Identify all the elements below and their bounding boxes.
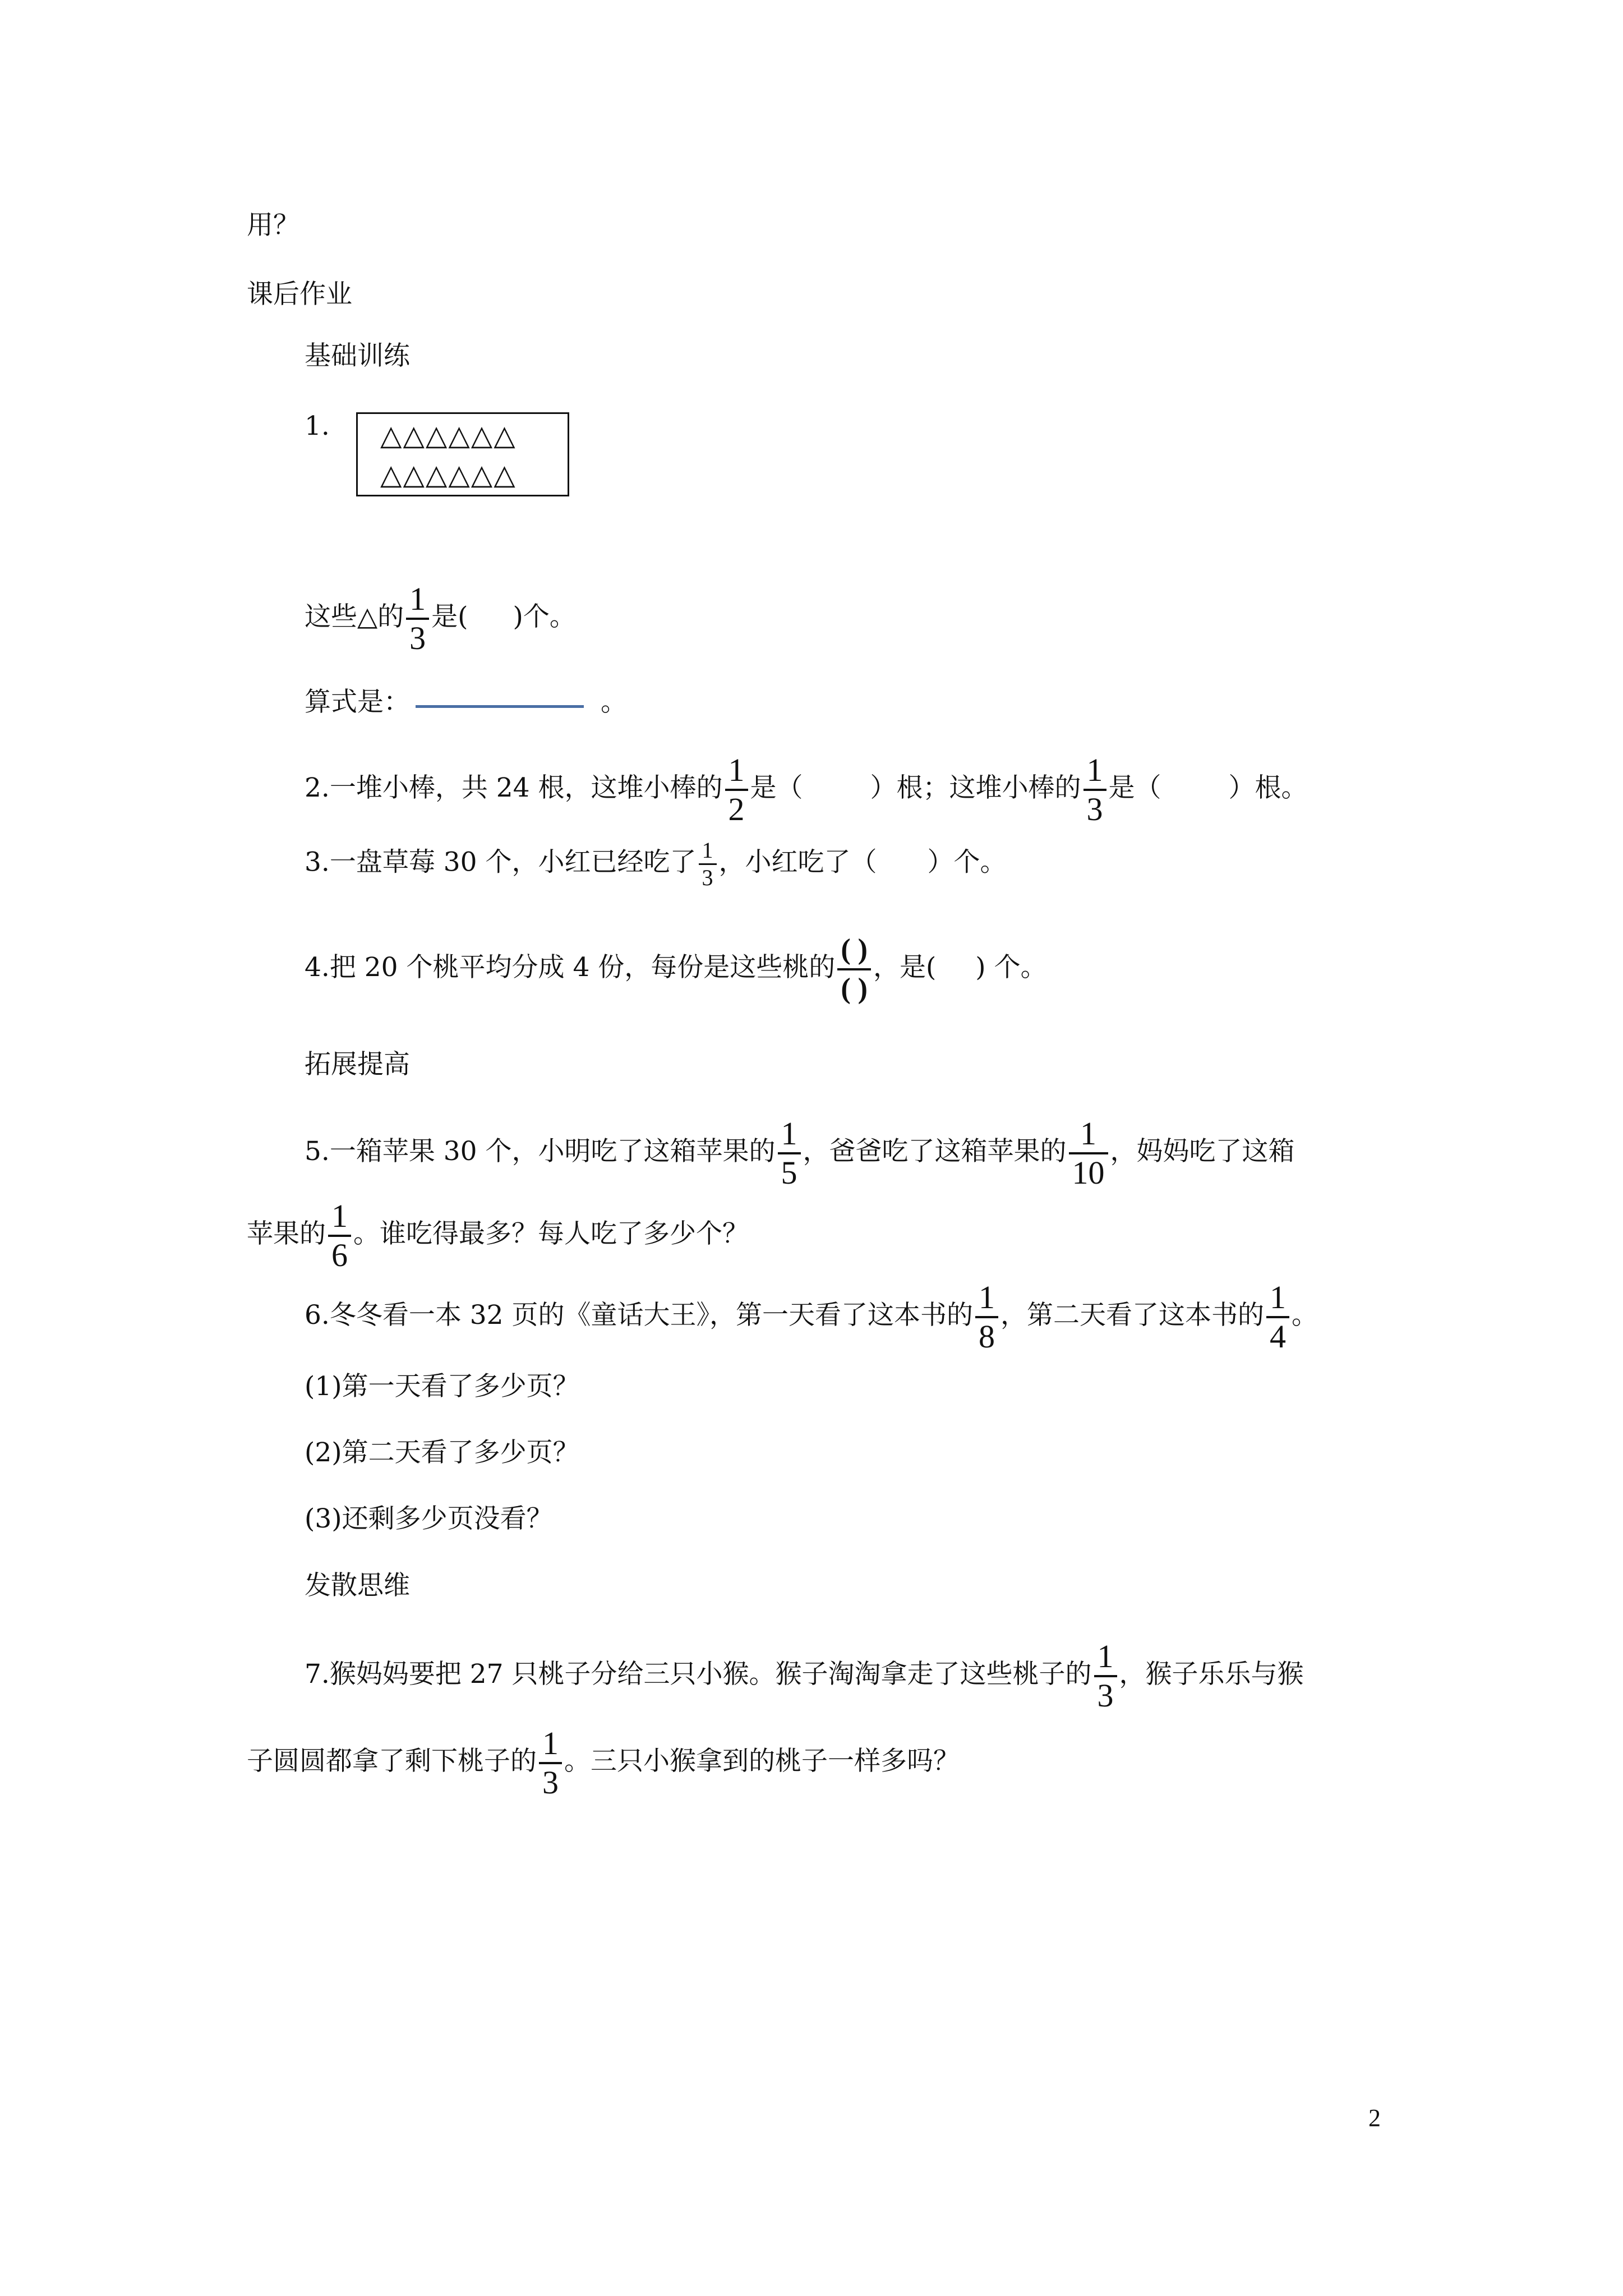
fraction-denominator: 3 <box>702 865 713 890</box>
formula-answer-line[interactable] <box>416 705 584 708</box>
q7-line2 <box>247 1725 960 1801</box>
q2-text-a: 2.一堆小棒，共 24 根，这堆小棒的 <box>305 772 723 803</box>
q4-text-b: ，是( <box>873 952 937 983</box>
q5-line1 <box>305 1115 1295 1191</box>
q2-text-c: ）根；这堆小棒的 <box>870 772 1081 803</box>
q5-text-a: 5.一箱苹果 30 个，小明吃了这箱苹果的 <box>305 1136 776 1167</box>
q1-text-b: 是( <box>431 601 468 632</box>
fraction-denominator: 3 <box>1086 791 1103 827</box>
q6-text-a: 6.冬冬看一本 32 页的《童话大王》，第一天看了这本书的 <box>305 1300 974 1331</box>
q3-text-a: 3.一盘草莓 30 个，小红已经吃了 <box>305 846 697 878</box>
fraction-denominator: 2 <box>728 791 745 827</box>
q2-text-b: 是（ <box>750 772 803 803</box>
q1-question <box>305 581 576 657</box>
fraction-denominator: 5 <box>781 1154 797 1191</box>
q5-text-d: 苹果的 <box>247 1218 326 1249</box>
fraction-denominator: 3 <box>1097 1677 1114 1714</box>
fraction-denominator-blank[interactable]: ( ) <box>841 973 868 1005</box>
q5-text-b: ，爸爸吃了这箱苹果的 <box>803 1136 1067 1167</box>
q6-text-c: 。 <box>1292 1300 1318 1331</box>
fraction-numerator: 1 <box>1080 1115 1097 1152</box>
fraction-denominator: 3 <box>542 1764 559 1801</box>
fraction-blank[interactable] <box>837 931 871 1007</box>
fraction <box>975 1279 998 1355</box>
fraction-numerator: 1 <box>979 1279 995 1315</box>
q6 <box>305 1279 1318 1355</box>
q6-sub2: (2)第二天看了多少页？ <box>305 1437 579 1468</box>
q3-text-b: ，小红吃了（ <box>718 846 877 878</box>
extend-title: 拓展提高 <box>305 1049 410 1080</box>
fraction-numerator: 1 <box>409 581 426 617</box>
fraction <box>778 1115 801 1191</box>
section-title: 课后作业 <box>247 279 352 310</box>
q7-text-c: 子圆圆都拿了剩下桃子的 <box>247 1746 537 1777</box>
fraction-numerator-blank[interactable]: ( ) <box>841 933 868 965</box>
divergent-title: 发散思维 <box>305 1570 410 1601</box>
q6-sub1: (1)第一天看了多少页？ <box>305 1371 579 1402</box>
q4-text-c: ) 个。 <box>975 952 1047 983</box>
triangle-box <box>356 412 569 496</box>
fraction <box>1069 1115 1108 1191</box>
q1-formula <box>305 685 627 719</box>
q5-text-e: 。谁吃得最多？每人吃了多少个？ <box>353 1218 749 1249</box>
fraction-denominator: 10 <box>1072 1154 1105 1191</box>
basic-title: 基础训练 <box>305 341 410 371</box>
fraction <box>1083 752 1106 828</box>
formula-label: 算式是： <box>305 687 410 717</box>
triangle-row-1: △△△△△△ <box>380 419 517 452</box>
formula-end: 。 <box>601 687 627 717</box>
q2 <box>305 752 1308 828</box>
fraction-denominator: 4 <box>1270 1318 1287 1355</box>
fraction-numerator: 1 <box>728 752 745 788</box>
fraction-denominator: 6 <box>331 1237 348 1273</box>
q6-text-b: ，第二天看了这本书的 <box>1000 1300 1265 1331</box>
fraction-numerator: 1 <box>1086 752 1103 788</box>
continued-text: 用？ <box>247 210 299 241</box>
fraction <box>725 752 748 828</box>
q7-text-d: 。三只小猴拿到的桃子一样多吗？ <box>564 1746 960 1777</box>
fraction-numerator: 1 <box>542 1725 559 1761</box>
q3 <box>305 838 1007 891</box>
fraction <box>406 581 429 657</box>
q7-text-a: 7.猴妈妈要把 27 只桃子分给三只小猴。猴子淘淘拿走了这些桃子的 <box>305 1659 1092 1690</box>
page-number: 2 <box>1368 2104 1381 2132</box>
q5-line2 <box>247 1198 749 1274</box>
fraction-numerator: 1 <box>1097 1638 1114 1674</box>
fraction-numerator: 1 <box>1270 1279 1287 1315</box>
q5-text-c: ，妈妈吃了这箱 <box>1110 1136 1295 1167</box>
q3-text-c: ）个。 <box>927 846 1007 878</box>
q1-number: 1. <box>305 411 330 441</box>
fraction-denominator: 8 <box>979 1318 995 1355</box>
q7-text-b: ，猴子乐乐与猴 <box>1119 1659 1304 1690</box>
q1-text-a: 这些△的 <box>305 601 404 632</box>
triangle-row-2: △△△△△△ <box>380 458 517 491</box>
q1-text-c: )个。 <box>513 601 576 632</box>
q4-text-a: 4.把 20 个桃平均分成 4 份，每份是这些桃的 <box>305 952 836 983</box>
fraction <box>1266 1279 1289 1355</box>
q2-text-e: ）根。 <box>1228 772 1308 803</box>
fraction-numerator: 1 <box>702 838 713 863</box>
fraction <box>328 1198 351 1274</box>
fraction <box>1094 1638 1117 1714</box>
fraction <box>699 838 717 891</box>
q6-sub3: (3)还剩多少页没看？ <box>305 1503 553 1534</box>
fraction <box>539 1725 562 1801</box>
fraction-numerator: 1 <box>331 1198 348 1234</box>
q7-line1 <box>305 1638 1304 1714</box>
fraction-denominator: 3 <box>409 620 426 656</box>
q4 <box>305 931 1047 1007</box>
fraction-numerator: 1 <box>781 1115 797 1152</box>
q2-text-d: 是（ <box>1108 772 1161 803</box>
